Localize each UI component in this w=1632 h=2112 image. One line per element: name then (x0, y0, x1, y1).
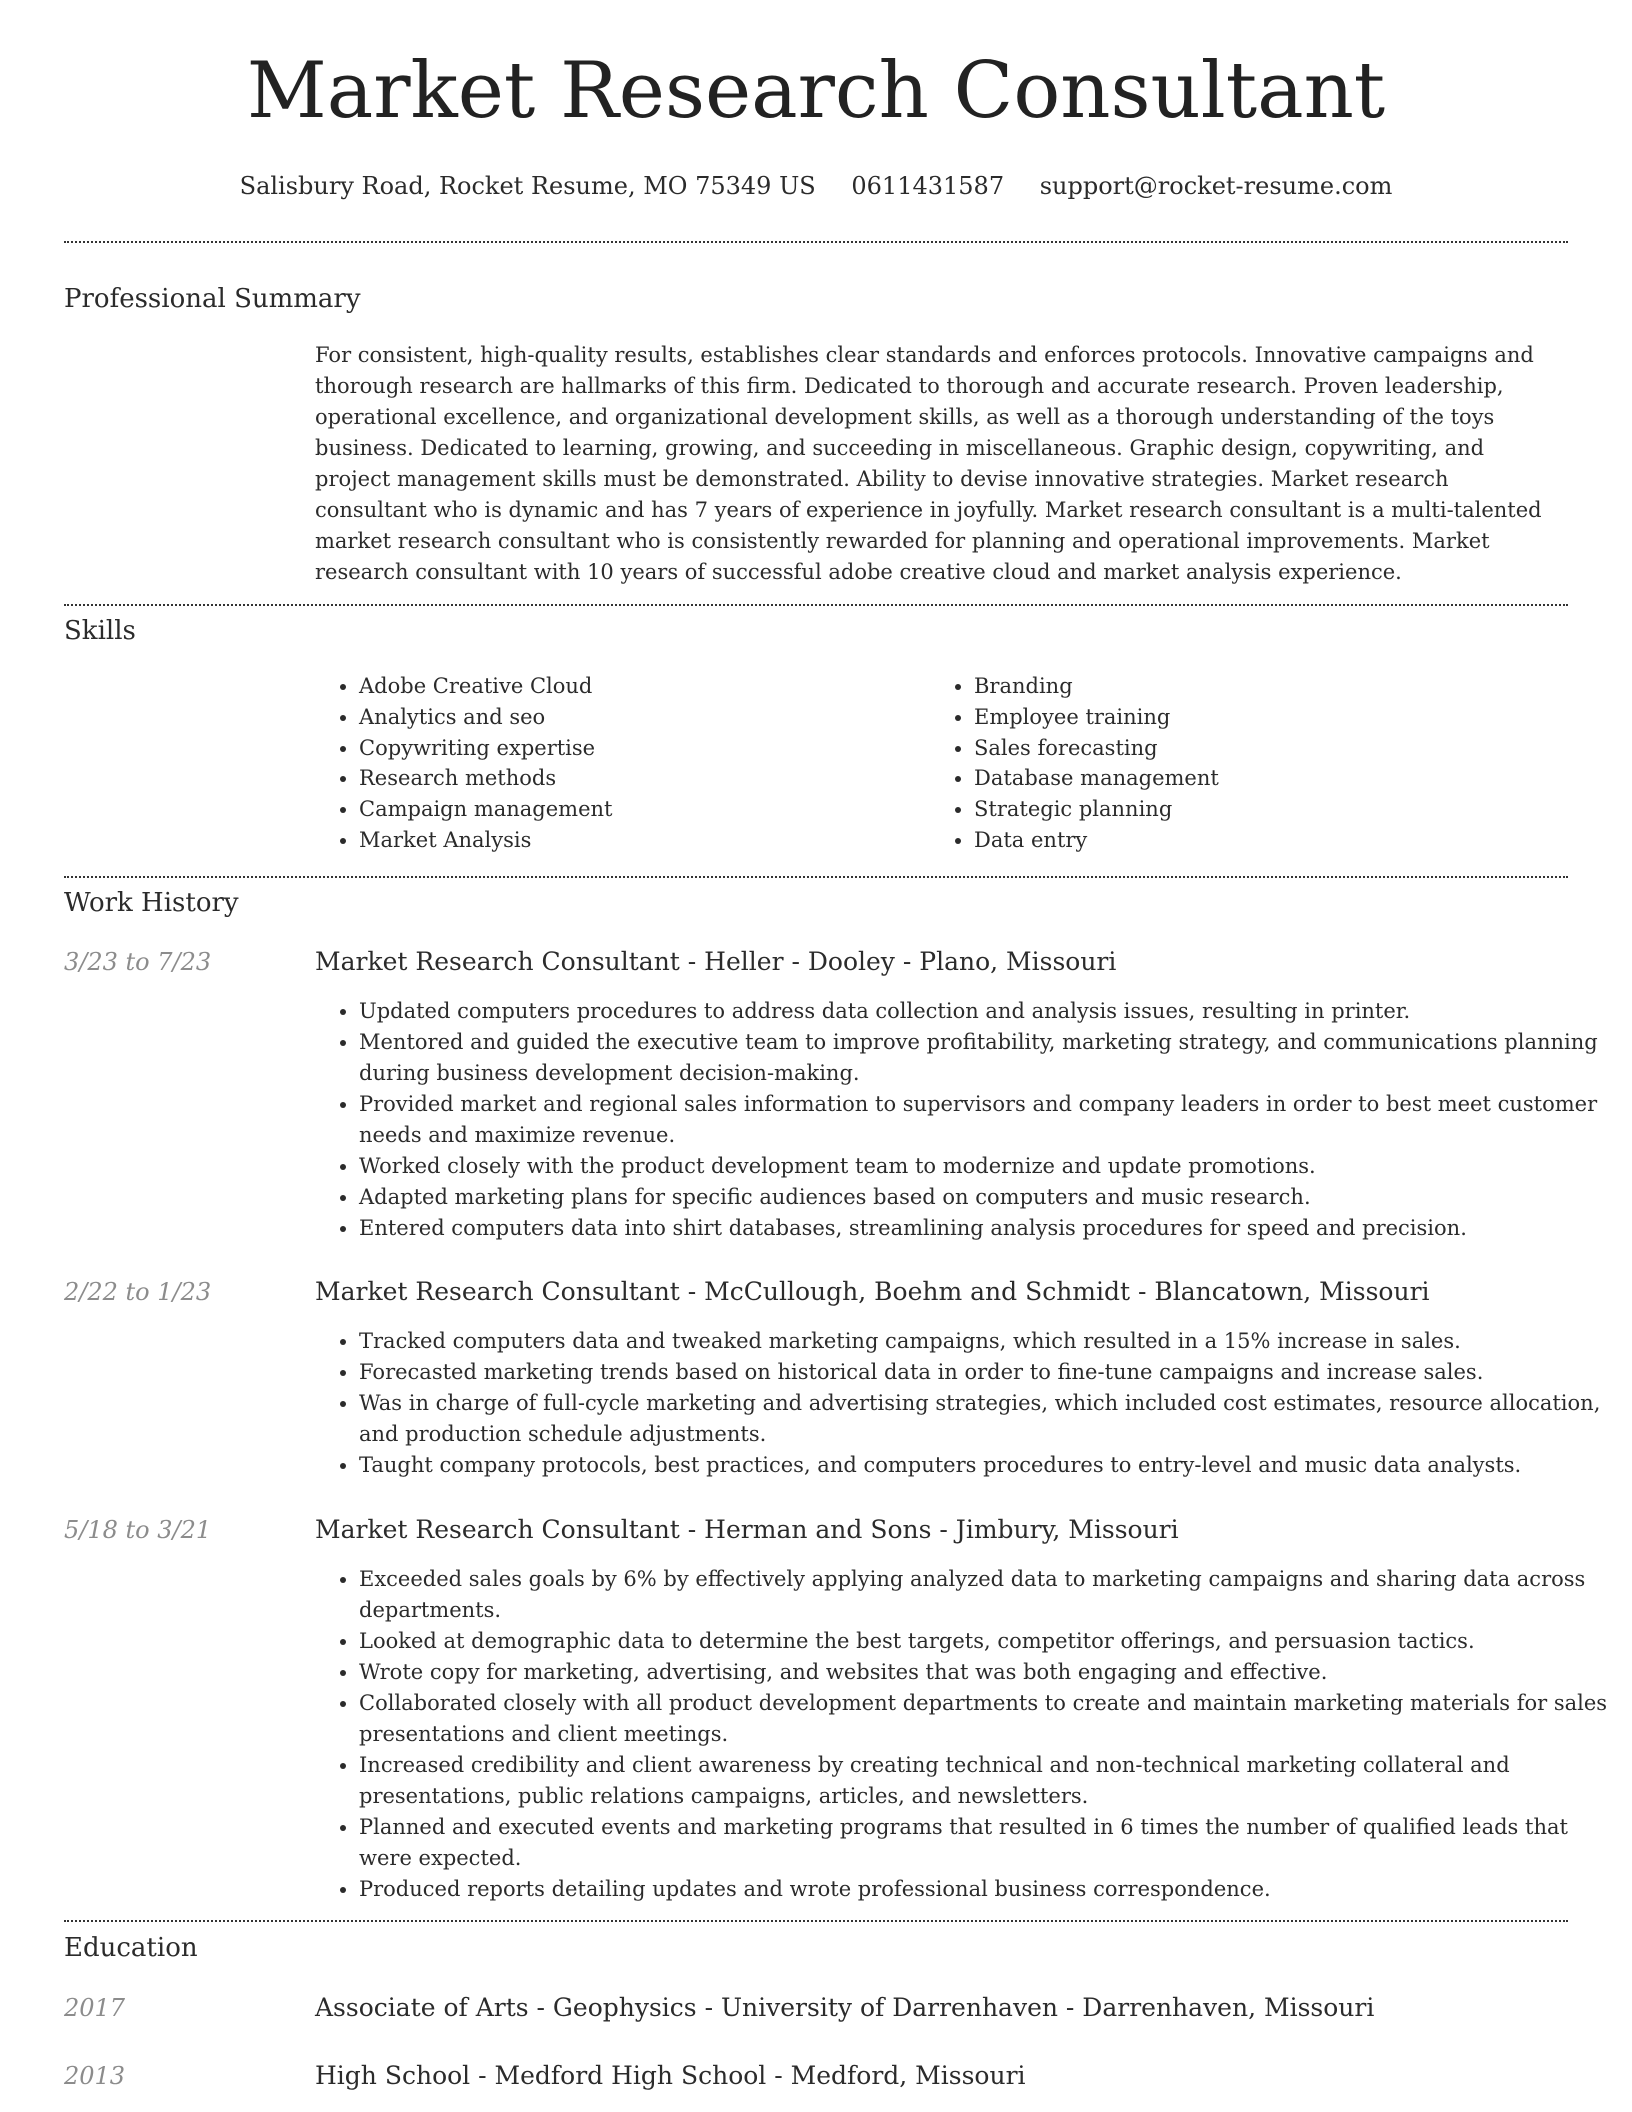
contact-phone: 0611431587 (851, 172, 1005, 200)
job-dates: 3/23 to 7/23 (64, 948, 212, 976)
resume-name: Market Research Consultant (246, 46, 1386, 136)
job-dates: 5/18 to 3/21 (64, 1516, 212, 1544)
job-bullet: • Increased credibility and client awareness by creating technical and non-technical marketing collateral and presentations, public relations campaigns, articles, and newsletters. (359, 1750, 1609, 1812)
skill-item: • Database management (974, 763, 1534, 794)
job-bullets (315, 1564, 1609, 1905)
job-bullet: • Produced reports detailing updates and wrote professional business correspondence. (359, 1874, 1609, 1905)
education-heading-line: High School - Medford High School - Medford, Missouri (315, 2061, 1026, 2090)
education-year: 2017 (64, 1994, 126, 2022)
job-bullets (315, 996, 1609, 1244)
job-dates: 2/22 to 1/23 (64, 1278, 212, 1306)
summary-text: For consistent, high-quality results, establishes clear standards and enforces protocols. Innovative campaigns and thorough research are hallmarks of this firm. Dedicated to thorough and accurate research. Proven leadership, operational excellence, and organizational development skills, as well as a thorough understanding of the toys business. Dedicated to learning, growing, and succeeding in miscellaneous. Graphic design, copywriting, and project management skills must be demonstrated. Ability to devise innovative strategies. Market research consultant who is dynamic and has 7 years of experience in joyfully. Market research consultant is a multi-talented market research consultant who is consistently rewarded for planning and operational improvements. Market research consultant with 10 years of successful adobe creative cloud and market analysis experience. (315, 343, 1542, 584)
education-heading-line: Associate of Arts - Geophysics - University of Darrenhaven - Darrenhaven, Missouri (315, 1993, 1375, 2022)
skill-item: • Employee training (974, 702, 1534, 733)
contact-line (0, 172, 1632, 200)
skill-item: • Research methods (359, 763, 919, 794)
skill-item: • Branding (974, 671, 1534, 702)
job-bullet: • Exceeded sales goals by 6% by effectively applying analyzed data to marketing campaigns and sharing data across departments. (359, 1564, 1609, 1626)
education-heading: Education (64, 1933, 198, 1963)
job-bullet: • Planned and executed events and marketing programs that resulted in 6 times the number of qualified leads that were expected. (359, 1812, 1609, 1874)
section-divider (64, 241, 1568, 243)
job-bullet: • Looked at demographic data to determine the best targets, competitor offerings, and persuasion tactics. (359, 1626, 1609, 1657)
section-divider (64, 604, 1568, 606)
job-heading: Market Research Consultant - McCullough, Boehm and Schmidt - Blancatown, Missouri (315, 1277, 1430, 1306)
skill-item: • Market Analysis (359, 825, 919, 856)
job-bullet: • Updated computers procedures to address data collection and analysis issues, resulting in printer. (359, 996, 1609, 1027)
contact-email: support@rocket-resume.com (1039, 172, 1393, 200)
education-year: 2013 (64, 2062, 126, 2090)
skill-item: • Copywriting expertise (359, 733, 919, 764)
job-heading: Market Research Consultant - Herman and Sons - Jimbury, Missouri (315, 1515, 1179, 1544)
job-bullet: • Entered computers data into shirt databases, streamlining analysis procedures for speed and precision. (359, 1213, 1609, 1244)
skills-list-left (315, 671, 919, 856)
job-bullet: • Taught company protocols, best practices, and computers procedures to entry-level and music data analysts. (359, 1450, 1609, 1481)
contact-address: Salisbury Road, Rocket Resume, MO 75349 US (239, 172, 816, 200)
job-bullets (315, 1326, 1609, 1481)
job-bullet: • Collaborated closely with all product development departments to create and maintain marketing materials for sales presentations and client meetings. (359, 1688, 1609, 1750)
job-bullet: • Adapted marketing plans for specific audiences based on computers and music research. (359, 1182, 1609, 1213)
skill-item: • Analytics and seo (359, 702, 919, 733)
work-heading: Work History (64, 888, 239, 918)
skill-item: • Strategic planning (974, 794, 1534, 825)
job-bullet: • Was in charge of full-cycle marketing and advertising strategies, which included cost estimates, resource allocation, and production schedule adjustments. (359, 1388, 1609, 1450)
section-divider (64, 1920, 1568, 1922)
skill-item: • Adobe Creative Cloud (359, 671, 919, 702)
skills-list-right (930, 671, 1534, 856)
job-heading: Market Research Consultant - Heller - Dooley - Plano, Missouri (315, 947, 1117, 976)
job-bullet: • Provided market and regional sales information to supervisors and company leaders in order to best meet customer needs and maximize revenue. (359, 1089, 1609, 1151)
job-bullet: • Mentored and guided the executive team to improve profitability, marketing strategy, and communications planning during business development decision-making. (359, 1027, 1609, 1089)
job-bullet: • Forecasted marketing trends based on historical data in order to fine-tune campaigns and increase sales. (359, 1357, 1609, 1388)
skill-item: • Campaign management (359, 794, 919, 825)
skill-item: • Sales forecasting (974, 733, 1534, 764)
job-bullet: • Worked closely with the product development team to modernize and update promotions. (359, 1151, 1609, 1182)
section-divider (64, 876, 1568, 878)
skills-heading: Skills (64, 616, 136, 646)
job-bullet: • Tracked computers data and tweaked marketing campaigns, which resulted in a 15% increase in sales. (359, 1326, 1609, 1357)
skill-item: • Data entry (974, 825, 1534, 856)
summary-heading: Professional Summary (64, 284, 361, 314)
job-bullet: • Wrote copy for marketing, advertising, and websites that was both engaging and effective. (359, 1657, 1609, 1688)
